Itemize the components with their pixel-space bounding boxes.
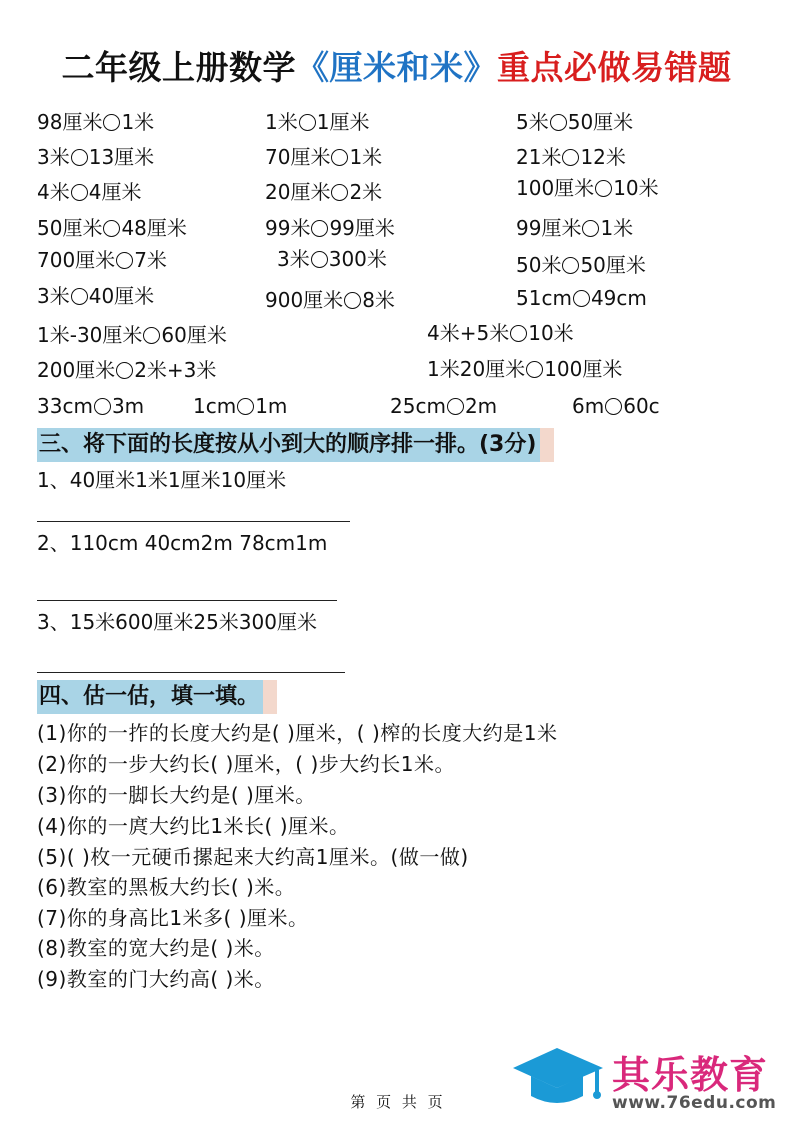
comparison-item: 1米20厘米 100厘米 — [427, 357, 623, 381]
compare-circle[interactable] — [71, 184, 88, 201]
comparison-item: 33cm 3m — [37, 394, 145, 418]
compare-circle[interactable] — [116, 362, 133, 379]
answer-line[interactable] — [37, 672, 345, 673]
compare-circle[interactable] — [71, 288, 88, 305]
comparison-item: 700厘米 7米 — [37, 248, 167, 272]
page-title — [0, 42, 793, 89]
comparison-item: 99厘米 1米 — [516, 216, 634, 240]
comparison-item: 1cm 1m — [193, 394, 288, 418]
comparison-item: 70厘米 1米 — [265, 145, 383, 169]
title-grade: 二年级上册数学 — [61, 48, 296, 87]
ordering-question: 1、40厘米1米1厘米10厘米 — [37, 468, 287, 492]
heading-accent — [540, 428, 554, 462]
comparison-item: 4米 4厘米 — [37, 180, 142, 204]
section-3-heading: 三、将下面的长度按从小到大的顺序排一排。(3分) — [37, 428, 540, 462]
comparison-item: 1米 1厘米 — [265, 110, 370, 134]
compare-circle[interactable] — [582, 220, 599, 237]
comparison-item: 1米-30厘米 60厘米 — [37, 323, 227, 347]
compare-circle[interactable] — [447, 398, 464, 415]
compare-circle[interactable] — [331, 149, 348, 166]
comparison-item: 900厘米 8米 — [265, 288, 395, 312]
estimate-question: (2)你的一步大约长( )厘米，( )步大约长1米。 — [37, 752, 455, 776]
heading-accent — [263, 680, 277, 714]
comparison-item: 100厘米 10米 — [516, 176, 659, 200]
comparison-item: 5米 50厘米 — [516, 110, 634, 134]
estimate-question: (9)教室的门大约高( )米。 — [37, 967, 275, 991]
answer-line[interactable] — [37, 600, 337, 601]
comparison-item: 6m 60c — [572, 394, 660, 418]
compare-circle[interactable] — [71, 149, 88, 166]
answer-line[interactable] — [37, 521, 350, 522]
ordering-question: 3、15米600厘米25米300厘米 — [37, 610, 317, 634]
compare-circle[interactable] — [510, 325, 527, 342]
compare-circle[interactable] — [116, 252, 133, 269]
estimate-question: (4)你的一庹大约比1米长( )厘米。 — [37, 814, 350, 838]
comparison-item: 3米 40厘米 — [37, 284, 155, 308]
compare-circle[interactable] — [299, 114, 316, 131]
compare-circle[interactable] — [103, 220, 120, 237]
comparison-item: 98厘米 1米 — [37, 110, 155, 134]
comparison-item: 3米 300米 — [277, 247, 387, 271]
section-4-heading: 四、估一估，填一填。 — [37, 680, 263, 714]
comparison-item: 51cm 49cm — [516, 286, 647, 310]
estimate-question: (7)你的身高比1米多( )厘米。 — [37, 906, 309, 930]
estimate-question: (8)教室的宽大约是( )米。 — [37, 936, 275, 960]
estimate-question: (5)( )枚一元硬币摞起来大约高1厘米。(做一做) — [37, 845, 469, 869]
compare-circle[interactable] — [562, 149, 579, 166]
compare-circle[interactable] — [311, 251, 328, 268]
compare-circle[interactable] — [344, 292, 361, 309]
comparison-item: 50米 50厘米 — [516, 253, 646, 277]
brand-name: 其乐教育 — [612, 1053, 769, 1097]
estimate-question: (1)你的一拃的长度大约是( )厘米，( )榨的长度大约是1米 — [37, 721, 558, 745]
compare-circle[interactable] — [331, 184, 348, 201]
compare-circle[interactable] — [550, 114, 567, 131]
title-subtitle: 重点必做易错题 — [497, 48, 732, 87]
compare-circle[interactable] — [562, 257, 579, 274]
comparison-item: 50厘米 48厘米 — [37, 216, 187, 240]
comparison-item: 3米 13厘米 — [37, 145, 155, 169]
comparison-item: 21米 12米 — [516, 145, 626, 169]
title-topic: 《厘米和米》 — [296, 48, 497, 87]
comparison-item: 25cm 2m — [390, 394, 498, 418]
compare-circle[interactable] — [573, 290, 590, 307]
compare-circle[interactable] — [605, 398, 622, 415]
ordering-question: 2、110cm 40cm2m 78cm1m — [37, 531, 328, 555]
page-footer: 第 页 共 页 — [350, 1093, 443, 1111]
compare-circle[interactable] — [237, 398, 254, 415]
compare-circle[interactable] — [595, 180, 612, 197]
brand-url[interactable]: www.76edu.com — [612, 1093, 777, 1113]
compare-circle[interactable] — [526, 361, 543, 378]
compare-circle[interactable] — [94, 398, 111, 415]
estimate-question: (3)你的一脚长大约是( )厘米。 — [37, 783, 316, 807]
estimate-question: (6)教室的黑板大约长( )米。 — [37, 875, 296, 899]
compare-circle[interactable] — [311, 220, 328, 237]
comparison-item: 20厘米 2米 — [265, 180, 383, 204]
comparison-item: 200厘米 2米+3米 — [37, 358, 217, 382]
compare-circle[interactable] — [143, 327, 160, 344]
comparison-item: 4米+5米 10米 — [427, 321, 574, 345]
comparison-item: 99米 99厘米 — [265, 216, 395, 240]
compare-circle[interactable] — [103, 114, 120, 131]
